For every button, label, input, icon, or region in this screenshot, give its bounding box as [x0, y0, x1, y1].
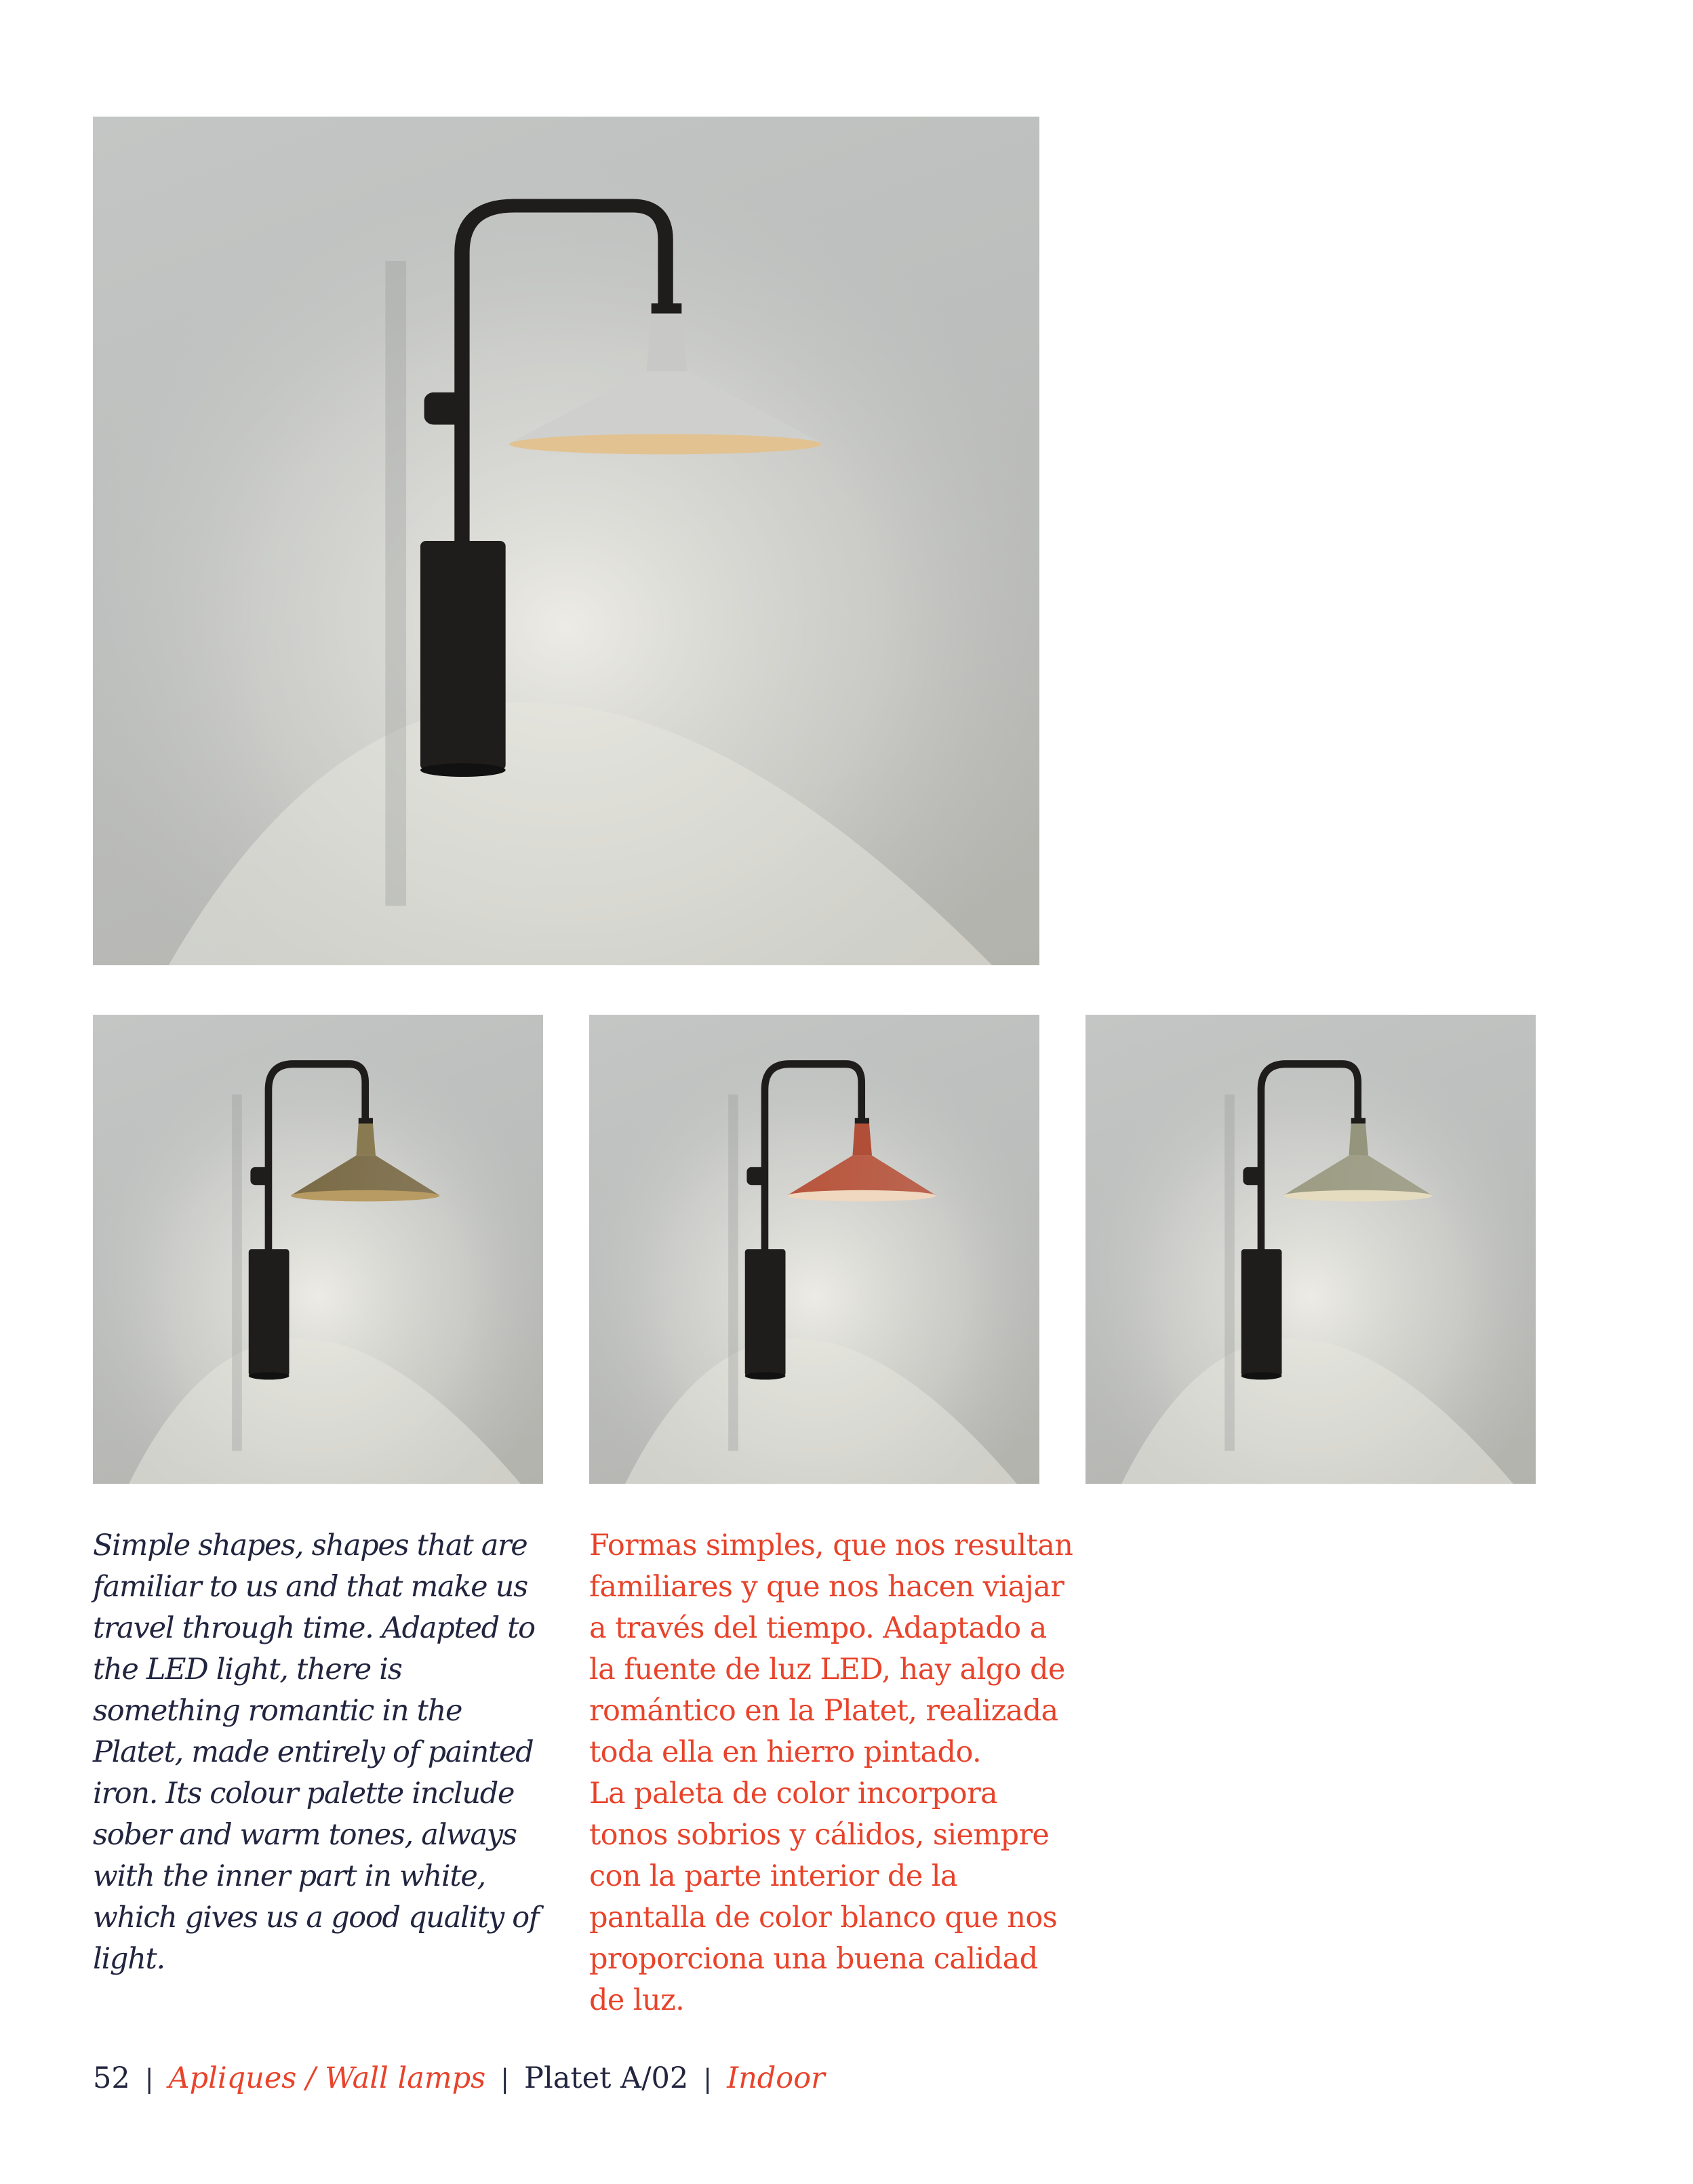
description-spanish — [589, 1525, 1077, 2021]
description-spanish-paragraph-1: Formas simples, que nos resultan familiares y que nos hacen viajar a través del tiempo. Adaptado a la fuente de luz LED, hay algo de romántico en la Platet, realizada toda ella en hierro pintado. — [589, 1529, 1073, 1769]
hero-lamp-photo — [93, 117, 1039, 965]
olive-lamp-photo — [1085, 1015, 1536, 1484]
brass-lamp-photo — [93, 1015, 543, 1484]
footer-separator: | — [703, 2064, 713, 2094]
description-english: Simple shapes, shapes that are familiar to us and that make us travel through time. Adapted to the LED light, there is something romantic in the Platet, made entirely of painted iron. Its colour palette include sober and warm tones, always with the inner part in white, which gives us a good quality of light. — [93, 1529, 539, 1976]
footer-separator: | — [500, 2064, 510, 2094]
footer-section: Apliques / Wall lamps — [168, 2061, 486, 2095]
footer-category: Indoor — [727, 2061, 825, 2095]
terracotta-lamp-photo — [589, 1015, 1039, 1484]
page-number: 52 — [93, 2061, 130, 2095]
description-spanish-paragraph-2: La paleta de color incorpora tonos sobrios y cálidos, siempre con la parte interior de la pantalla de color blanco que nos proporciona una buena calidad de luz. — [589, 1777, 1058, 2017]
footer-separator: | — [144, 2064, 154, 2094]
footer-product: Platet A/02 — [524, 2061, 689, 2095]
page-footer — [93, 2058, 825, 2099]
